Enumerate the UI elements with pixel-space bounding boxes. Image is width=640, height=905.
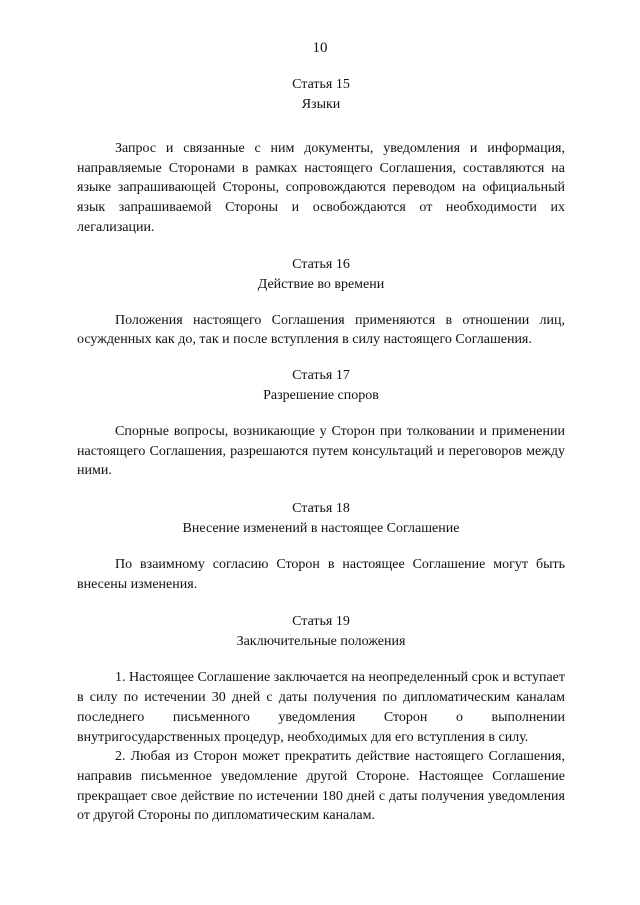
article-number: Статья 17 bbox=[292, 367, 350, 383]
article-paragraph: Спорные вопросы, возникающие у Сторон при толковании и применении настоящего Соглашения, разрешаются путем консультаций и переговоров между ними. bbox=[77, 423, 565, 479]
article-title: Языки bbox=[301, 97, 341, 112]
article-paragraph: 2. Любая из Сторон может прекратить действие настоящего Соглашения, направив письменное уведомление другой Стороне. Настоящее Соглашение прекращает свое действие по истечении 180 дней с даты получения уведомления от другой Стороны по дипломатическим каналам. bbox=[77, 749, 565, 824]
article-title: Внесение изменений в настоящее Соглашение bbox=[182, 521, 460, 537]
article-19 bbox=[77, 612, 565, 826]
article-number: Статья 16 bbox=[292, 256, 350, 272]
article-paragraph: По взаимному согласию Сторон в настоящее Соглашение могут быть внесены изменения. bbox=[77, 557, 565, 592]
article-18 bbox=[77, 499, 565, 594]
article-body bbox=[77, 555, 565, 594]
article-number: Статья 18 bbox=[292, 501, 350, 517]
article-body bbox=[77, 139, 565, 238]
article-number: Статья 15 bbox=[292, 77, 350, 92]
article-title: Действие во времени bbox=[257, 276, 385, 292]
article-17 bbox=[77, 366, 565, 481]
article-paragraph: Запрос и связанные с ним документы, уведомления и информация, направляемые Сторонами в рамках настоящего Соглашения, составляются на языке запрашивающей Стороны, сопровождаются переводом на официальный язык запрашиваемой Стороны и освобождаются от необходимости их легализации. bbox=[77, 141, 565, 235]
page-number: 10 bbox=[312, 40, 328, 56]
article-title: Заключительные положения bbox=[236, 634, 406, 650]
document-content bbox=[77, 75, 565, 826]
article-body bbox=[77, 668, 565, 826]
article-paragraph: 1. Настоящее Соглашение заключается на неопределенный срок и вступает в силу по истечении 30 дней с даты получения по дипломатическим каналам последнего письменного уведомления Сторон о выполнении внутригосударственных процедур, необходимых для его вступления в силу. bbox=[77, 670, 565, 745]
article-16 bbox=[77, 255, 565, 350]
article-title: Разрешение споров bbox=[263, 387, 379, 403]
article-number: Статья 19 bbox=[292, 614, 350, 630]
article-body bbox=[77, 311, 565, 350]
article-paragraph: Положения настоящего Соглашения применяются в отношении лиц, осужденных как до, так и после вступления в силу настоящего Соглашения. bbox=[77, 312, 565, 348]
article-15 bbox=[77, 75, 565, 238]
article-body bbox=[77, 422, 565, 481]
